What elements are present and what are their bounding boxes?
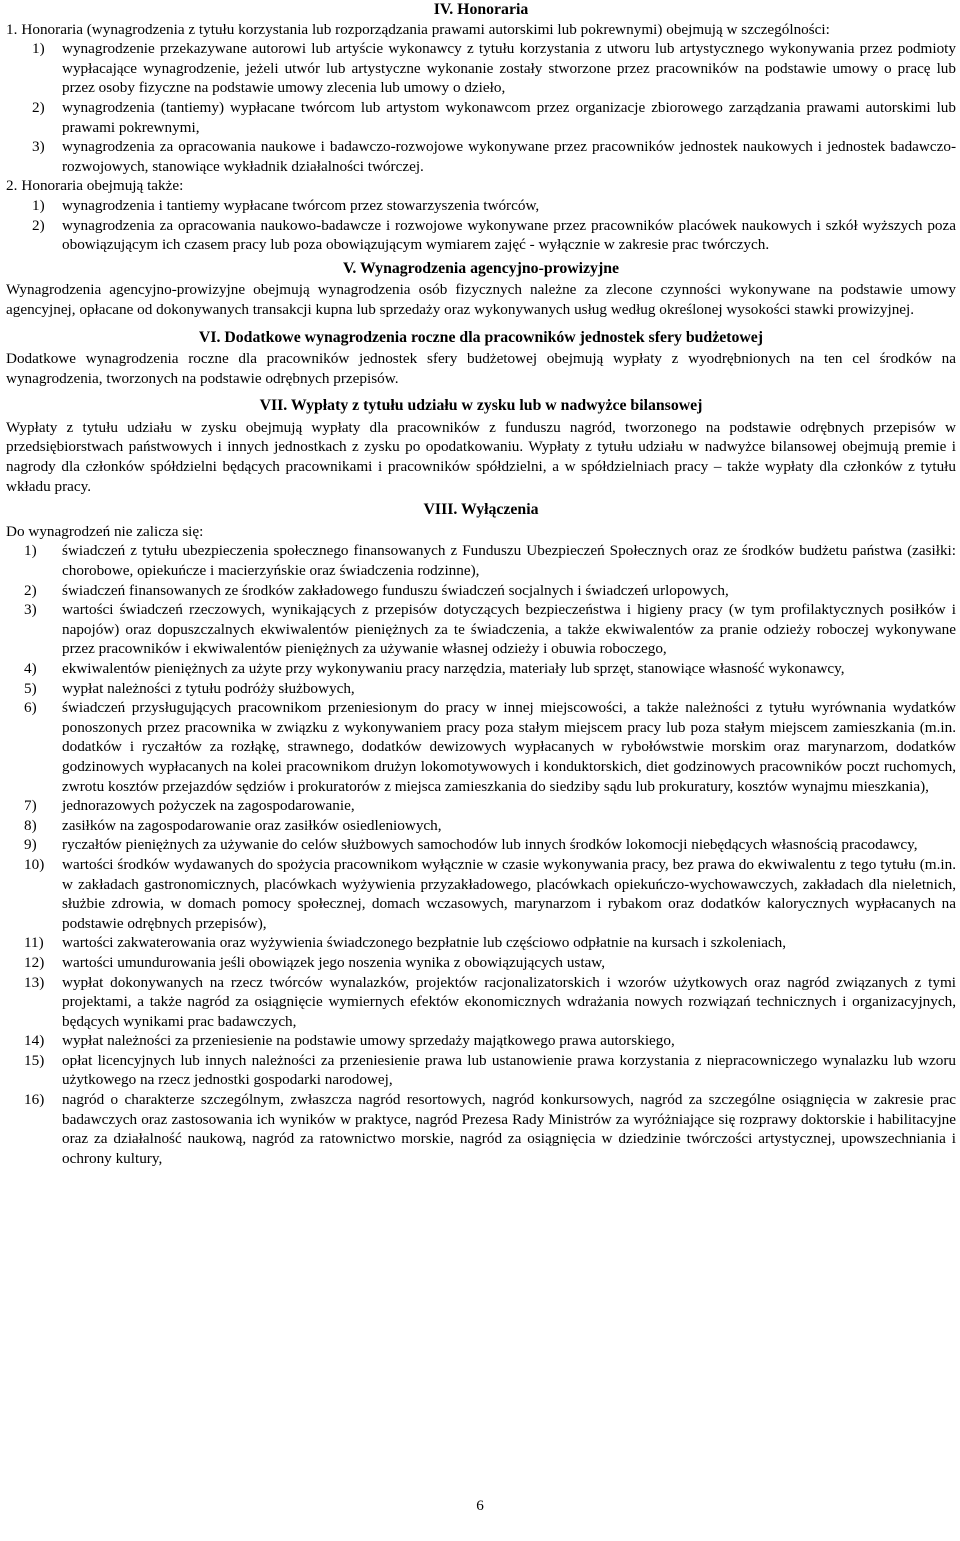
section-5-text: Wynagrodzenia agencyjno-prowizyjne obejmują wynagrodzenia osób fizycznych należne za zlecone czynności wykonywane na podstawie umowy agencyjnej, opłacane od dokonywanych transakcji kupna lub sprzedaży oraz wykonywanych usług według określonej wysokości stawki prowizyjnej.	[6, 281, 956, 318]
exclusion-item-number: 11)	[24, 934, 44, 952]
list-item-text: wynagrodzenia i tantiemy wypłacane twórcom przez stowarzyszenia twórców,	[62, 196, 540, 214]
paragraph-number: 1.	[6, 20, 18, 38]
exclusion-item-text: wartości zakwaterowania oraz wyżywienia świadczonego bezpłatnie lub częściowo odpłatnie na kursach i szkoleniach,	[62, 934, 787, 952]
exclusion-item-text: wypłat dokonywanych na rzecz twórców wynalazków, projektów racjonalizatorskich i wzorów użytkowych oraz nagród związanych z tymi projektami, a także nagród za osiągnięcie wymiernych efektów ekonomicznych wdrażania nowych rozwiązań technicznych i organizacyjnych, będących wynikami prac badawczych,	[62, 973, 956, 1030]
exclusion-item-number: 15)	[24, 1051, 45, 1069]
exclusion-item-text: ryczałtów pieniężnych za używanie do celów służbowych samochodów lub innych środków lokomocji niebędących własnością pracodawcy,	[62, 836, 918, 854]
exclusion-item	[6, 541, 956, 580]
exclusion-item	[6, 600, 956, 659]
exclusion-item-text: wypłat należności za przeniesienie na podstawie umowy sprzedaży majątkowego prawa autorskiego,	[62, 1032, 675, 1050]
list-item	[6, 196, 956, 216]
exclusion-item-number: 5)	[24, 679, 37, 697]
exclusion-item-text: jednorazowych pożyczek na zagospodarowanie,	[62, 797, 355, 815]
section-7-title: VII. Wypłaty z tytułu udziału w zysku lub w nadwyżce bilansowej	[259, 397, 703, 415]
page-number: 6	[476, 1497, 484, 1514]
section-8-title: VIII. Wyłączenia	[423, 501, 539, 519]
exclusion-item	[6, 855, 956, 933]
exclusion-item	[6, 973, 956, 1032]
exclusion-item	[6, 835, 956, 855]
list-item-number: 3)	[32, 138, 45, 156]
exclusion-item-number: 9)	[24, 836, 37, 854]
exclusion-item-number: 14)	[24, 1032, 45, 1050]
section-4-paragraph-1	[6, 20, 956, 40]
exclusion-item-text: świadczeń z tytułu ubezpieczenia społecznego finansowanych z Funduszu Ubezpieczeń Społecznych oraz ze środków budżetu państwa (zasiłki: chorobowe, opiekuńcze i macierzyńskie oraz świadczenia rodzinne),	[62, 542, 956, 580]
section-4-title: IV. Honoraria	[433, 1, 529, 18]
exclusion-item-number: 4)	[24, 660, 37, 677]
list-item-number: 1)	[32, 40, 45, 58]
exclusion-item	[6, 816, 956, 836]
section-4-list-2	[6, 196, 956, 255]
exclusion-item-text: świadczeń przysługujących pracownikom przeniesionym do pracy w innej miejscowości, a także należności z tytułu wyrównania wydatków ponoszonych przez pracownika w związku z wykonywaniem pracy poza stałym miejscem pracy lub poza stałym miejscem zamieszkania (m.in. dodatków i ryczałtów za rozłąkę, strawnego, dodatków dewizowych wypłacanych w rybołówstwie morskim oraz marynarzom, dodatków godzinowych wypłacanych na kolei pracownikom drużyn lokomotywowych i konduktorskich, diet godzinowych pracowników poczt ruchomych, zwrotu kosztów przejazdów sędziów i prokuratorów z miejsca zamieszkania do siedziby sądu lub prokuratury, kosztów wynajmu mieszkania),	[62, 699, 956, 795]
exclusions-list	[6, 541, 956, 1168]
exclusion-item-number: 2)	[24, 581, 37, 599]
exclusion-item	[6, 953, 956, 973]
exclusion-item-text: wartości środków wydawanych do spożycia pracownikom wyłącznie w czasie wykonywania pracy, bez prawa do ekwiwalentu z tego tytułu (m.in. w zakładach gastronomicznych, placówkach wyżywienia przyzakładowego, placówkach opiekuńczo-wychowawczych, zakładach dla nieletnich, służbie zdrowia, w domach pomocy społecznej, domach wczasowych, marynarzom i rybakom oraz dodatków kalorycznych wypłacanych na podstawie odrębnych przepisów),	[62, 855, 956, 932]
section-4-paragraph-2	[6, 176, 956, 196]
list-item	[6, 39, 956, 98]
list-item	[6, 216, 956, 255]
exclusion-item-text: wartości umundurowania jeśli obowiązek jego noszenia wynika z obowiązujących ustaw,	[62, 953, 606, 971]
section-6-title: VI. Dodatkowe wynagrodzenia roczne dla pracowników jednostek sfery budżetowej	[198, 328, 764, 346]
section-8-intro: Do wynagrodzeń nie zalicza się:	[6, 522, 204, 540]
list-item-number: 2)	[32, 98, 45, 116]
exclusion-item-text: wartości świadczeń rzeczowych, wynikających z przepisów dotyczących bezpieczeństwa i higieny pracy (w tym profilaktycznych posiłków i napojów) oraz dopuszczalnych ekwiwalentów pieniężnych za te świadczenia, a także ekwiwalentów za pranie odzieży roboczej wykonywane przez pracowników i ekwiwalentów pieniężnych za używanie własnej odzieży i obuwia roboczego,	[62, 601, 956, 658]
list-item	[6, 137, 956, 176]
list-item-number: 1)	[32, 196, 45, 214]
exclusion-item	[6, 679, 956, 699]
exclusion-item-text: zasiłków na zagospodarowanie oraz zasiłków osiedleniowych,	[62, 816, 442, 834]
exclusion-item	[6, 698, 956, 796]
paragraph-text: Honoraria (wynagrodzenia z tytułu korzystania lub rozporządzania prawami autorskimi lub pokrewnymi) obejmują w szczególności:	[21, 20, 830, 38]
section-6-text: Dodatkowe wynagrodzenia roczne dla pracowników jednostek sfery budżetowej obejmują wypłaty z wyodrębnionych na ten cel środków na wynagrodzenia, tworzonych na podstawie odrębnych przepisów.	[6, 350, 956, 387]
exclusion-item-number: 7)	[24, 797, 37, 815]
paragraph-number: 2.	[6, 177, 18, 195]
exclusion-item-number: 16)	[24, 1091, 45, 1109]
exclusion-item	[6, 659, 956, 679]
exclusion-item-number: 10)	[24, 855, 45, 873]
exclusion-item	[6, 1090, 956, 1168]
list-item-text: wynagrodzenie przekazywane autorowi lub artyście wykonawcy z tytułu korzystania z utworu lub artystycznego wykonywania przez podmioty wypłacające wynagrodzenie, jeżeli utwór lub artystyczne wykonanie zostały stworzone przez pracowników na podstawie umowy o pracę lub przez osoby fizyczne na podstawie umowy zlecenia lub umowy o dzieło,	[62, 40, 956, 97]
exclusion-item-number: 1)	[24, 542, 37, 560]
list-item	[6, 98, 956, 137]
list-item-text: wynagrodzenia za opracowania naukowo-badawcze i rozwojowe wykonywane przez pracowników placówek naukowych i szkół wyższych poza obowiązującym ich czasem pracy lub poza obowiązującym wymiarem zajęć - wyłącznie w zakresie prac twórczych.	[62, 216, 956, 254]
exclusion-item-number: 13)	[24, 973, 45, 991]
list-item-number: 2)	[32, 216, 45, 234]
exclusion-item	[6, 1031, 956, 1051]
exclusion-item-text: ekwiwalentów pieniężnych za użyte przy wykonywaniu pracy narzędzia, materiały lub sprzęt, stanowiące własność wykonawcy,	[62, 660, 845, 677]
exclusion-item	[6, 796, 956, 816]
exclusion-item-text: wypłat należności z tytułu podróży służbowych,	[62, 679, 355, 697]
list-item-text: wynagrodzenia (tantiemy) wypłacane twórcom lub artystom wykonawcom przez organizacje zbiorowego zarządzania prawami autorskimi lub prawami pokrewnymi,	[62, 98, 956, 136]
exclusion-item	[6, 581, 956, 601]
exclusion-item-text: opłat licencyjnych lub innych należności za przeniesienie prawa lub ustanowienie prawa korzystania z niepracowniczego wynalazku lub wzoru użytkowego na rzecz jednostki gospodarki narodowej,	[62, 1051, 956, 1089]
exclusion-item-number: 6)	[24, 699, 37, 717]
section-5-title: V. Wynagrodzenia agencyjno-prowizyjne	[342, 259, 619, 277]
section-4-list-1	[6, 39, 956, 176]
exclusion-item-number: 3)	[24, 601, 37, 619]
document-page	[6, 0, 956, 1168]
exclusion-item-text: świadczeń finansowanych ze środków zakładowego funduszu świadczeń socjalnych i świadczeń urlopowych,	[62, 581, 729, 599]
exclusion-item-text: nagród o charakterze szczególnym, zwłaszcza nagród resortowych, nagród konkursowych, nagród za szczególne osiągnięcia w zakresie prac badawczych oraz zastosowania ich wyników w praktyce, nagród Prezesa Rady Ministrów za wyróżniające się rozprawy doktorskie i habilitacyjne oraz za działalność naukową, nagród za ratownictwo morskie, nagród za osiągnięcia w dziedzinie twórczości artystycznej, upowszechniania i ochrony kultury,	[62, 1091, 956, 1167]
exclusion-item-number: 8)	[24, 816, 37, 834]
exclusion-item	[6, 933, 956, 953]
exclusion-item	[6, 1051, 956, 1090]
paragraph-text: Honoraria obejmują także:	[21, 177, 184, 195]
section-7-text: Wypłaty z tytułu udziału w zysku obejmują wypłaty dla pracowników z funduszu nagród, tworzonego na podstawie odrębnych przepisów w przedsiębiorstwach państwowych i innych jednostkach z zysku po opodatkowaniu. Wypłaty z tytułu udziału w nadwyżce bilansowej obejmują premie i nagrody dla członków spółdzielni będących pracownikami i pracowników spółdzielni, a w spółdzielniach pracy – także wypłaty dla członków z tytułu wkładu pracy.	[6, 418, 956, 495]
exclusion-item-number: 12)	[24, 953, 45, 971]
list-item-text: wynagrodzenia za opracowania naukowe i badawczo-rozwojowe wykonywane przez pracowników jednostek naukowych i jednostek badawczo-rozwojowych, stanowiące wykładnik działalności twórczej.	[62, 138, 956, 175]
